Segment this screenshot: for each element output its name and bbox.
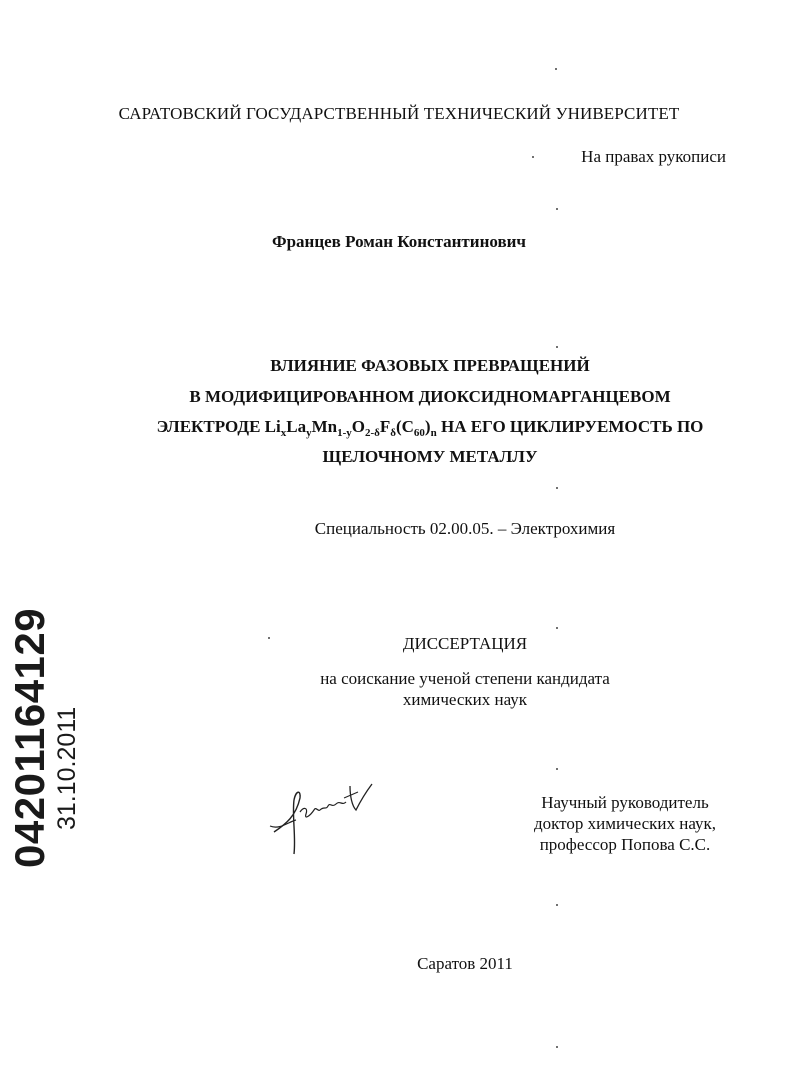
advisor-line-3: профессор Попова С.С. (539, 835, 711, 854)
degree-line-2: химических наук (402, 690, 528, 709)
scan-speck (532, 156, 534, 158)
university-name: САРАТОВСКИЙ ГОСУДАРСТВЕННЫЙ ТЕХНИЧЕСКИЙ УНИВЕРСИТЕТ (118, 104, 680, 123)
formula-subscript: 60 (413, 427, 425, 439)
title-line-3-suffix: НА ЕГО ЦИКЛИРУЕМОСТЬ ПО (436, 417, 704, 436)
scan-speck (268, 637, 270, 639)
advisor-line-1: Научный руководитель (541, 793, 709, 812)
advisor-line-2: доктор химических наук, (533, 814, 717, 833)
formula-part: Mn (311, 417, 338, 436)
chemical-formula (264, 417, 437, 439)
formula-part: ) (424, 417, 431, 436)
formula-part: F (379, 417, 391, 436)
formula-subscript: n (430, 427, 437, 439)
scan-speck (556, 1046, 558, 1048)
formula-part: O (351, 417, 365, 436)
author-signature (266, 776, 376, 858)
formula-part: Li (264, 417, 281, 436)
scan-speck (555, 68, 557, 70)
work-type: ДИССЕРТАЦИЯ (402, 634, 528, 653)
formula-subscript: y (306, 427, 312, 439)
scan-speck (556, 208, 558, 210)
stamp-number: 04201164129 (6, 607, 53, 868)
author-name: Францев Роман Константинович (271, 232, 527, 251)
title-line-2: В МОДИФИЦИРОВАННОМ ДИОКСИДНОМАРГАНЦЕВОМ (189, 387, 671, 406)
title-line-1: ВЛИЯНИЕ ФАЗОВЫХ ПРЕВРАЩЕНИЙ (270, 356, 590, 375)
degree-line-1: на соискание ученой степени кандидата (320, 669, 610, 688)
scan-speck (556, 487, 558, 489)
stamp-date: 31.10.2011 (53, 706, 81, 830)
city-year: Саратов 2011 (417, 954, 513, 973)
formula-part: (C (395, 417, 414, 436)
formula-subscript: 2-δ (364, 427, 380, 439)
formula-subscript: x (280, 427, 287, 439)
formula-subscript: 1-y (337, 427, 352, 439)
manuscript-note: На правах рукописи (581, 147, 726, 166)
scan-speck (556, 904, 558, 906)
scan-speck (556, 768, 558, 770)
formula-subscript: δ (390, 427, 396, 439)
scan-speck (556, 627, 558, 629)
title-line-4: ЩЕЛОЧНОМУ МЕТАЛЛУ (322, 447, 538, 466)
formula-part: La (286, 417, 307, 436)
specialty: Специальность 02.00.05. – Электрохимия (314, 519, 616, 538)
title-line-3 (60, 417, 798, 437)
title-line-3-prefix: ЭЛЕКТРОДЕ (156, 417, 265, 436)
scan-speck (556, 346, 558, 348)
